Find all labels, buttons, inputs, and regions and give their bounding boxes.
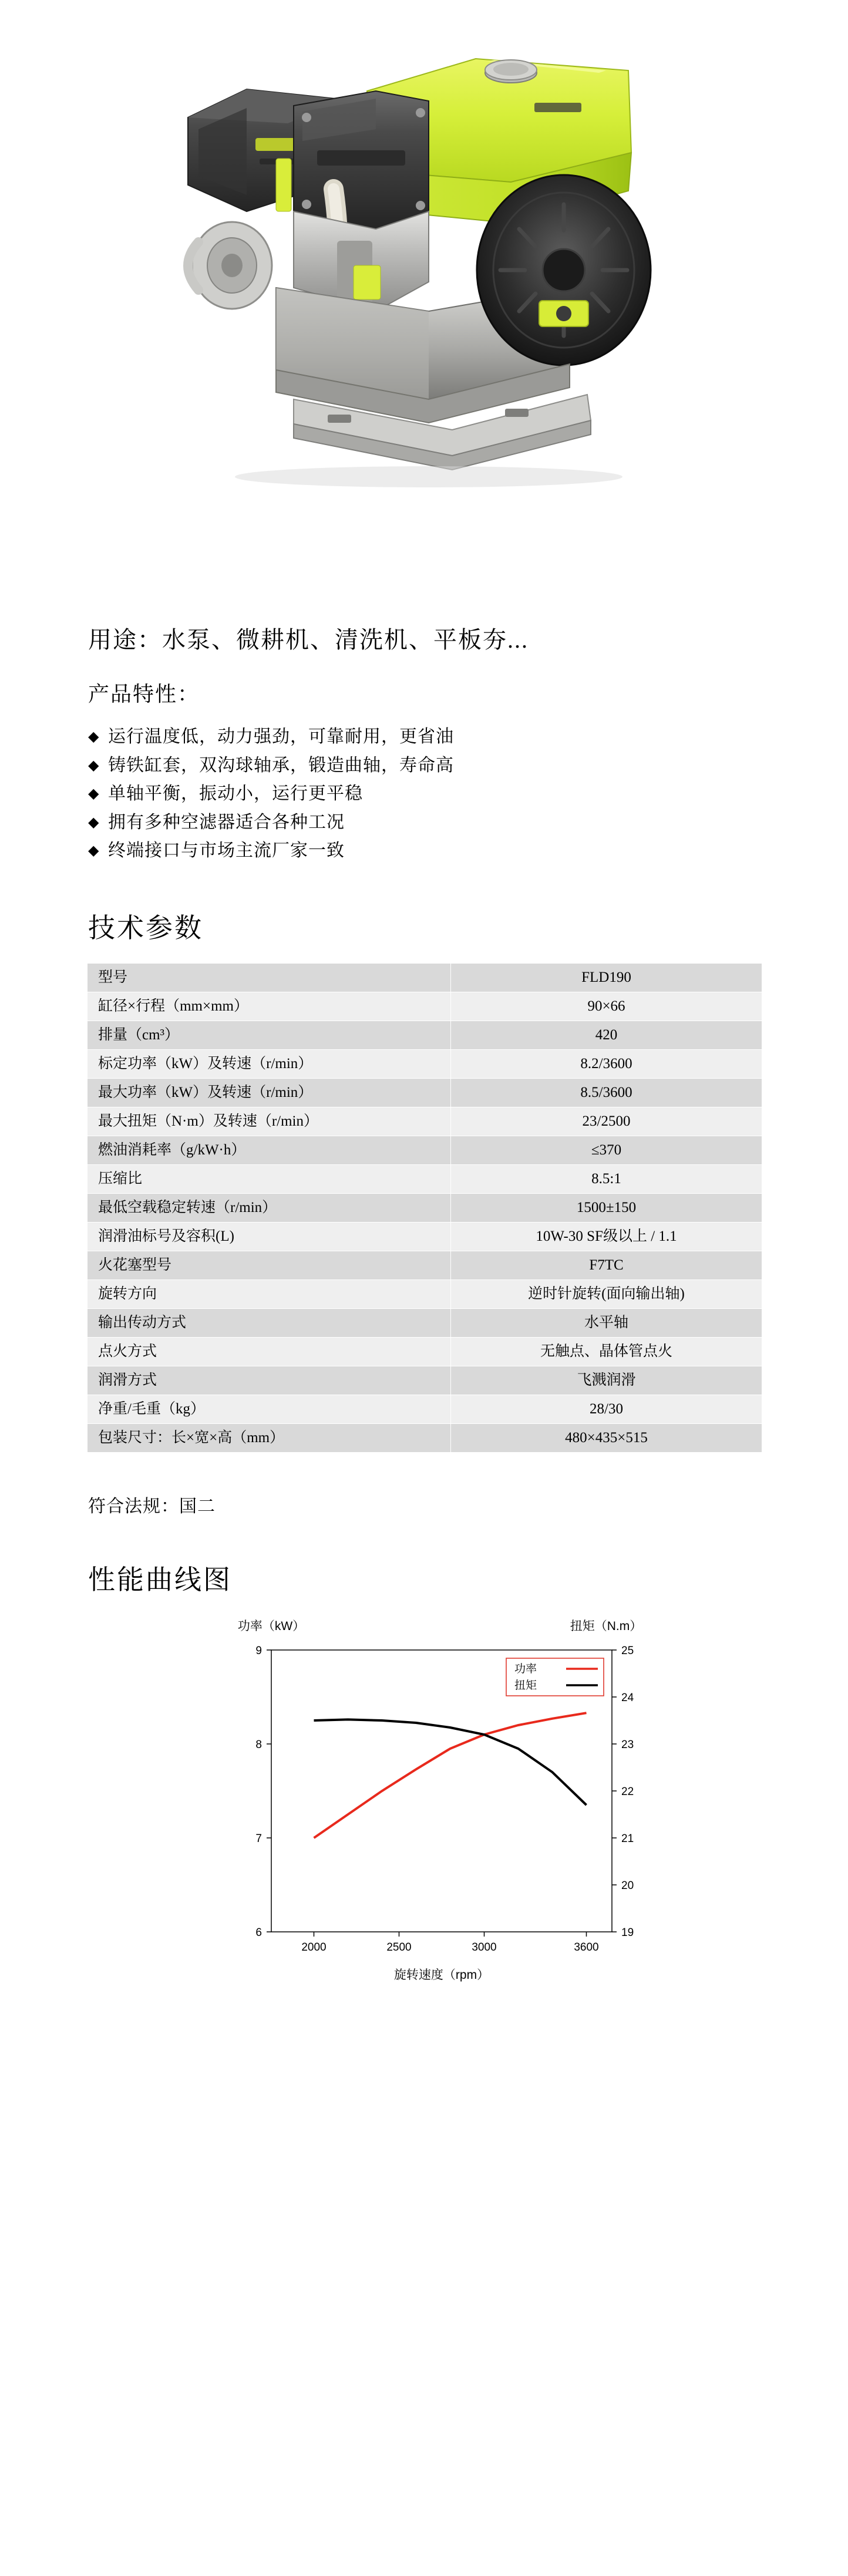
diamond-bullet-icon: ◆: [88, 757, 100, 773]
list-item: [88, 780, 848, 809]
table-row: [88, 1222, 762, 1251]
usage-line: 用途：水泵、微耕机、清洗机、平板夯...: [88, 627, 529, 653]
spec-label: 净重/毛重（kg）: [88, 1395, 451, 1423]
table-row: [88, 1136, 762, 1164]
spec-label: 缸径×行程（mm×mm）: [88, 992, 451, 1021]
spec-label: 输出传动方式: [88, 1308, 451, 1337]
feature-text: 铸铁缸套，双沟球轴承，锻造曲轴，寿命高: [108, 755, 454, 775]
spec-value: 420: [451, 1021, 762, 1049]
svg-text:7: 7: [255, 1832, 262, 1845]
table-row: [88, 1395, 762, 1423]
svg-text:功率（kW）: 功率（kW）: [237, 1619, 305, 1633]
svg-text:21: 21: [621, 1832, 634, 1845]
list-item: [88, 752, 848, 780]
svg-text:扭矩（N.m）: 扭矩（N.m）: [570, 1619, 642, 1633]
spec-label: 排量（cm³）: [88, 1021, 451, 1049]
feature-text: 运行温度低，动力强劲，可靠耐用，更省油: [108, 727, 454, 746]
list-item: [88, 723, 848, 752]
svg-text:20: 20: [621, 1879, 634, 1892]
spec-label: 型号: [88, 963, 451, 992]
table-row: [88, 1366, 762, 1395]
diamond-bullet-icon: ◆: [88, 843, 100, 859]
specs-title: 技术参数: [88, 912, 203, 943]
table-row: [88, 1107, 762, 1136]
features-list: [88, 723, 848, 866]
spec-value: 8.5/3600: [451, 1078, 762, 1107]
list-item: [88, 809, 848, 837]
spec-label: 包装尺寸：长×宽×高（mm）: [88, 1423, 451, 1452]
table-row: [88, 1049, 762, 1078]
table-row: [88, 1423, 762, 1452]
engine-photo: [100, 35, 693, 505]
svg-text:25: 25: [621, 1644, 634, 1657]
list-item: [88, 837, 848, 866]
spec-value: 10W-30 SF级以上 / 1.1: [451, 1222, 762, 1251]
table-row: [88, 1193, 762, 1222]
spec-value: 1500±150: [451, 1193, 762, 1222]
spec-value: 8.5:1: [451, 1164, 762, 1193]
spec-value: 逆时针旋转(面向输出轴): [451, 1279, 762, 1308]
svg-text:3600: 3600: [574, 1941, 599, 1954]
table-row: [88, 1078, 762, 1107]
svg-text:2000: 2000: [301, 1941, 327, 1954]
svg-text:旋转速度（rpm）: 旋转速度（rpm）: [393, 1968, 490, 1982]
table-row: [88, 1279, 762, 1308]
performance-chart-svg: [101, 1615, 747, 2002]
table-row: [88, 992, 762, 1021]
table-row: [88, 1164, 762, 1193]
spec-value: 水平轴: [451, 1308, 762, 1337]
svg-text:扭矩: 扭矩: [514, 1679, 537, 1692]
svg-text:23: 23: [621, 1738, 634, 1751]
spec-label: 点火方式: [88, 1337, 451, 1366]
diamond-bullet-icon: ◆: [88, 786, 100, 802]
feature-text: 单轴平衡，振动小，运行更平稳: [108, 784, 363, 804]
spec-value: 8.2/3600: [451, 1049, 762, 1078]
diamond-bullet-icon: ◆: [88, 814, 100, 830]
table-row: [88, 963, 762, 992]
spec-label: 压缩比: [88, 1164, 451, 1193]
svg-text:功率: 功率: [514, 1662, 537, 1675]
svg-text:19: 19: [621, 1926, 634, 1939]
spec-value: 480×435×515: [451, 1423, 762, 1452]
spec-label: 燃油消耗率（g/kW·h）: [88, 1136, 451, 1164]
spec-label: 最大功率（kW）及转速（r/min）: [88, 1078, 451, 1107]
spec-label: 旋转方向: [88, 1279, 451, 1308]
spec-value: 23/2500: [451, 1107, 762, 1136]
specs-table: [87, 963, 762, 1453]
svg-text:9: 9: [255, 1644, 262, 1657]
svg-text:8: 8: [255, 1738, 262, 1751]
features-title: 产品特性：: [88, 682, 200, 706]
svg-text:3000: 3000: [472, 1941, 497, 1954]
performance-chart: [0, 1615, 848, 2026]
spec-value: 飞溅润滑: [451, 1366, 762, 1395]
spec-label: 火花塞型号: [88, 1251, 451, 1279]
spec-label: 标定功率（kW）及转速（r/min）: [88, 1049, 451, 1078]
product-image-area: [0, 0, 848, 622]
svg-text:24: 24: [621, 1691, 634, 1704]
spec-label: 最低空载稳定转速（r/min）: [88, 1193, 451, 1222]
regulation-line: 符合法规：国二: [88, 1496, 216, 1516]
feature-text: 终端接口与市场主流厂家一致: [108, 841, 345, 861]
feature-text: 拥有多种空滤器适合各种工况: [108, 812, 345, 832]
svg-text:22: 22: [621, 1785, 634, 1798]
svg-text:6: 6: [255, 1926, 262, 1939]
svg-text:2500: 2500: [386, 1941, 412, 1954]
spec-value: 90×66: [451, 992, 762, 1021]
spec-value: F7TC: [451, 1251, 762, 1279]
spec-label: 润滑方式: [88, 1366, 451, 1395]
table-row: [88, 1251, 762, 1279]
table-row: [88, 1308, 762, 1337]
engine-illustration: [100, 35, 693, 505]
spec-value: ≤370: [451, 1136, 762, 1164]
table-row: [88, 1021, 762, 1049]
table-row: [88, 1337, 762, 1366]
chart-title: 性能曲线图: [88, 1564, 232, 1595]
spec-label: 最大扭矩（N·m）及转速（r/min）: [88, 1107, 451, 1136]
spec-label: 润滑油标号及容积(L): [88, 1222, 451, 1251]
spec-value: FLD190: [451, 963, 762, 992]
diamond-bullet-icon: ◆: [88, 729, 100, 745]
spec-value: 无触点、晶体管点火: [451, 1337, 762, 1366]
spec-value: 28/30: [451, 1395, 762, 1423]
